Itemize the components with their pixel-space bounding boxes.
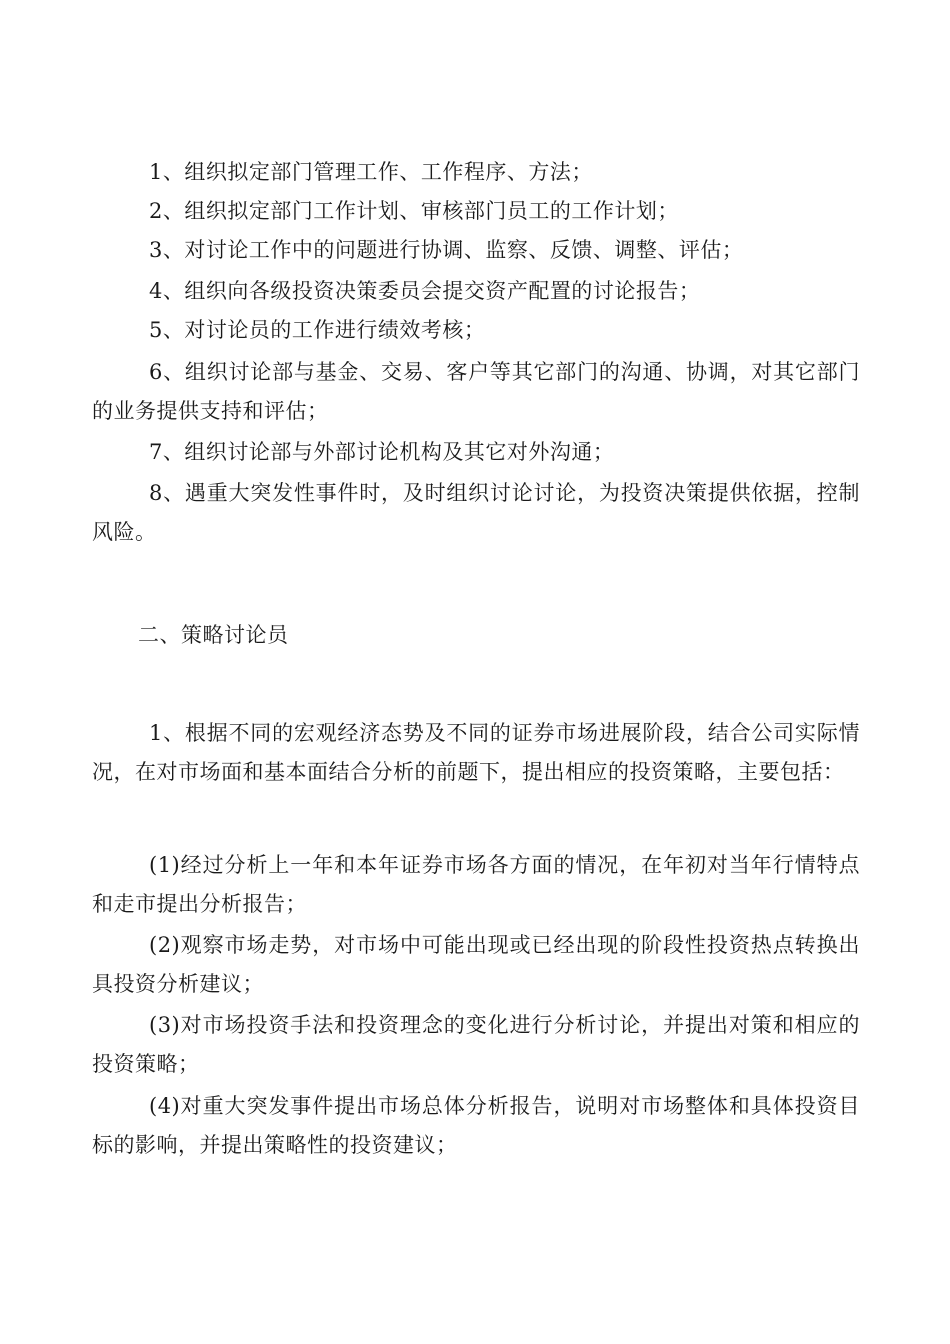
- duty-item-5: 5、对讨论员的工作进行绩效考核；: [149, 318, 486, 342]
- duty-item-1: 1、组织拟定部门管理工作、工作程序、方法；: [149, 160, 593, 184]
- duty-item-7: 7、组织讨论部与外部讨论机构及其它对外沟通；: [149, 440, 615, 464]
- strategy-subitem-3: (3)对市场投资手法和投资理念的变化进行分析讨论，并提出对策和相应的投资策略；: [92, 1013, 860, 1076]
- strategy-subitem-1: (1)经过分析上一年和本年证券市场各方面的情况，在年初对当年行情特点和走市提出分析报告；: [92, 853, 860, 916]
- strategy-subitem-4: (4)对重大突发事件提出市场总体分析报告，说明对市场整体和具体投资目标的影响，并提出策略性的投资建议；: [92, 1094, 860, 1157]
- strategy-intro: 1、根据不同的宏观经济态势及不同的证券市场进展阶段，结合公司实际情况，在对市场面和基本面结合分析的前题下，提出相应的投资策略，主要包括：: [92, 721, 860, 784]
- duty-item-3: 3、对讨论工作中的问题进行协调、监察、反馈、调整、评估；: [149, 238, 744, 262]
- duty-item-6: 6、组织讨论部与基金、交易、客户等其它部门的沟通、协调，对其它部门的业务提供支持和评估；: [92, 360, 860, 423]
- duty-item-2: 2、组织拟定部门工作计划、审核部门员工的工作计划；: [149, 199, 679, 223]
- duty-item-4: 4、组织向各级投资决策委员会提交资产配置的讨论报告；: [149, 279, 701, 303]
- section-heading: 二、策略讨论员: [138, 623, 289, 647]
- duty-item-8: 8、遇重大突发性事件时，及时组织讨论讨论，为投资决策提供依据，控制风险。: [92, 481, 860, 544]
- strategy-subitem-2: (2)观察市场走势，对市场中可能出现或已经出现的阶段性投资热点转换出具投资分析建议；: [92, 933, 860, 996]
